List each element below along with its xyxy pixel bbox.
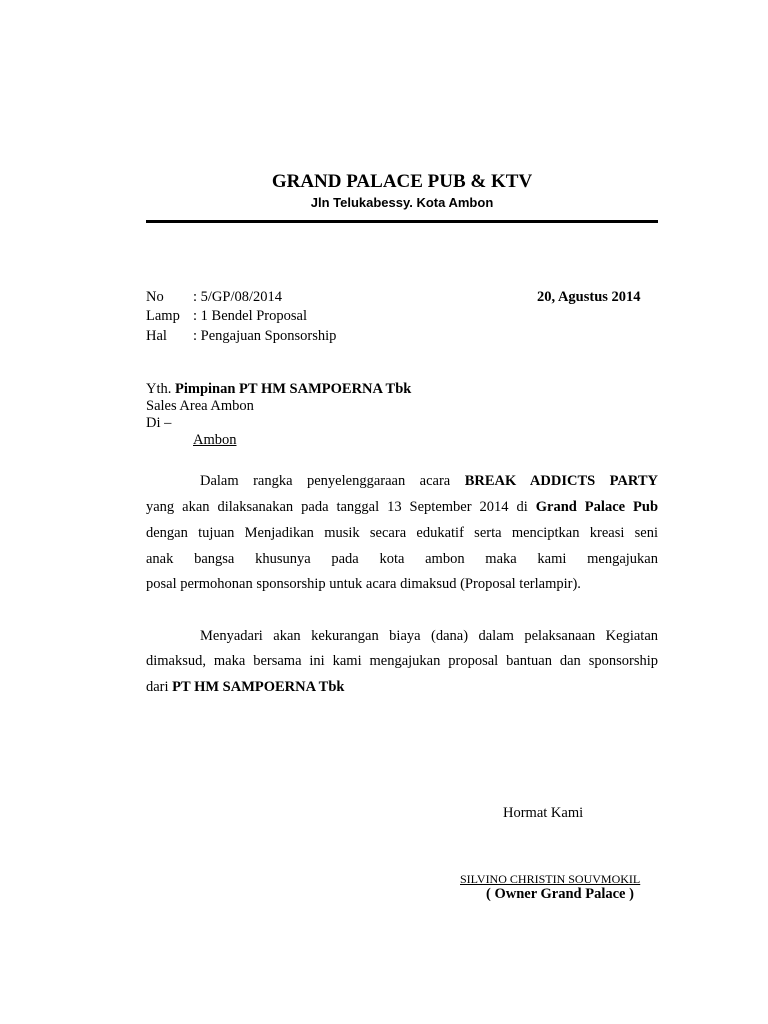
recipient-city: Ambon <box>193 432 237 448</box>
paragraph2-line3-text: dari <box>146 679 169 695</box>
meta-value-no: : 5/GP/08/2014 <box>193 289 283 305</box>
organization-address: Jln Telukabessy. Kota Ambon <box>310 195 494 210</box>
paragraph2-line3 <box>146 679 658 696</box>
meta-value-lamp: : 1 Bendel Proposal <box>193 308 307 324</box>
closing-salutation: Hormat Kami <box>503 805 584 821</box>
recipient-line <box>146 381 411 398</box>
event-name: BREAK ADDICTS PARTY <box>464 473 658 489</box>
organization-name: GRAND PALACE PUB & KTV <box>271 171 533 192</box>
letter-date: 20, Agustus 2014 <box>537 289 641 305</box>
recipient-area: Sales Area Ambon <box>146 398 254 414</box>
signer-title: ( Owner Grand Palace ) <box>486 886 634 902</box>
venue-name: Grand Palace Pub <box>535 499 659 515</box>
paragraph2-line2: dimaksud, maka bersama ini kami mengajukan proposal bantuan dan sponsorship <box>146 653 658 669</box>
meta-value-hal: : Pengajuan Sponsorship <box>193 328 337 344</box>
recipient-prefix: Yth. <box>146 381 172 397</box>
paragraph1-line1-text: Dalam rangka penyelenggaraan acara <box>200 473 451 489</box>
meta-label-hal: Hal <box>146 328 167 344</box>
sponsor-name: PT HM SAMPOERNA Tbk <box>172 679 345 695</box>
paragraph2-line1: Menyadari akan kekurangan biaya (dana) dalam pelaksanaan Kegiatan <box>200 628 658 644</box>
meta-label-lamp: Lamp <box>146 308 180 324</box>
paragraph1-line5: posal permohonan sponsorship untuk acara dimaksud (Proposal terlampir). <box>146 576 581 592</box>
paragraph1-line3: dengan tujuan Menjadikan musik secara edukatif serta menciptkan kreasi seni <box>146 525 658 541</box>
paragraph1-line4: anak bangsa khusunya pada kota ambon maka kami mengajukan <box>146 551 658 567</box>
signer-name: SILVINO CHRISTIN SOUVMOKIL <box>460 872 641 886</box>
letterhead-divider <box>146 220 658 223</box>
recipient-di: Di – <box>146 415 172 431</box>
paragraph1-line1 <box>200 473 658 490</box>
recipient-name: Pimpinan PT HM SAMPOERNA Tbk <box>175 381 412 397</box>
meta-label-no: No <box>146 289 164 305</box>
paragraph1-line2-text: yang akan dilaksanakan pada tanggal 13 September 2014 di <box>146 499 528 515</box>
paragraph1-line2 <box>146 499 658 516</box>
